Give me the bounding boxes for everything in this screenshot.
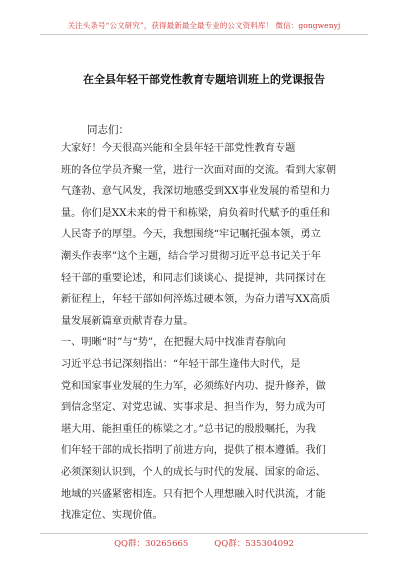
salutation: 同志们： xyxy=(87,124,129,136)
body-line: 气蓬勃、意气风发，我深切地感受到XX事业发展的希望和力 xyxy=(61,186,331,198)
body-line: 量发展新篇章贡献青春力量。 xyxy=(61,315,194,327)
body-line: 们年轻干部的成长指明了前进方向，提供了根本遵循。我们 xyxy=(61,445,326,457)
document-title: 在全县年轻干部党性教育专题培训班上的党课报告 xyxy=(83,73,325,86)
body-line: 潮头作表率”这个主题，结合学习贯彻习近平总书记关于年 xyxy=(61,250,321,262)
body-line: 大家好！今天很高兴能和全县年轻干部党性教育专题 xyxy=(61,143,296,154)
body-line: 地域的兴盛紧密相连。只有把个人理想融入时代洪流，才能 xyxy=(61,488,326,500)
footer-divider xyxy=(40,533,368,534)
body-line: 党和国家事业发展的生力军，必须练好内功、提升修养，做 xyxy=(61,380,326,392)
body-line: 找准定位、实现价值。 xyxy=(61,510,163,522)
body-line: 习近平总书记深刻指出：“年轻干部生逢伟大时代，是 xyxy=(61,358,301,370)
footer xyxy=(0,537,408,549)
section-heading: 一、明晰“时”与“势”，在把握大局中找准青春航向 xyxy=(61,337,286,349)
body-line: 堪大用、能担重任的栋梁之才。”总书记的殷殷嘱托，为我 xyxy=(61,423,316,435)
footer-qq-group-1: QQ群：30265665 xyxy=(114,539,189,549)
body-line: 轻干部的重要论述，和同志们谈谈心、提提神，共同探讨在 xyxy=(61,272,326,284)
body-line: 量。你们是XX未来的骨干和栋梁，肩负着时代赋予的重任和 xyxy=(61,207,331,219)
body-line: 新征程上，年轻干部如何淬炼过硬本领，为奋力谱写XX高质 xyxy=(61,294,331,306)
header-divider xyxy=(40,34,368,35)
body-line: 班的各位学员齐聚一堂，进行一次面对面的交流。看到大家朝 xyxy=(61,164,337,176)
footer-qq-group-2: QQ群：535304092 xyxy=(214,539,294,549)
header-banner: 关注头条号“公文研究”，获得最新最全最专业的公文资料库！ 微信：gongwenyj xyxy=(67,21,341,30)
body-text xyxy=(61,138,351,527)
body-line: 必须深刻认识到，个人的成长与时代的发展、国家的命运、 xyxy=(61,466,326,478)
body-line: 到信念坚定、对党忠诚、实事求是、担当作为，努力成为可 xyxy=(61,402,326,414)
body-line: 人民寄予的厚望。今天，我想围绕“牢记嘱托强本领，勇立 xyxy=(61,229,321,241)
